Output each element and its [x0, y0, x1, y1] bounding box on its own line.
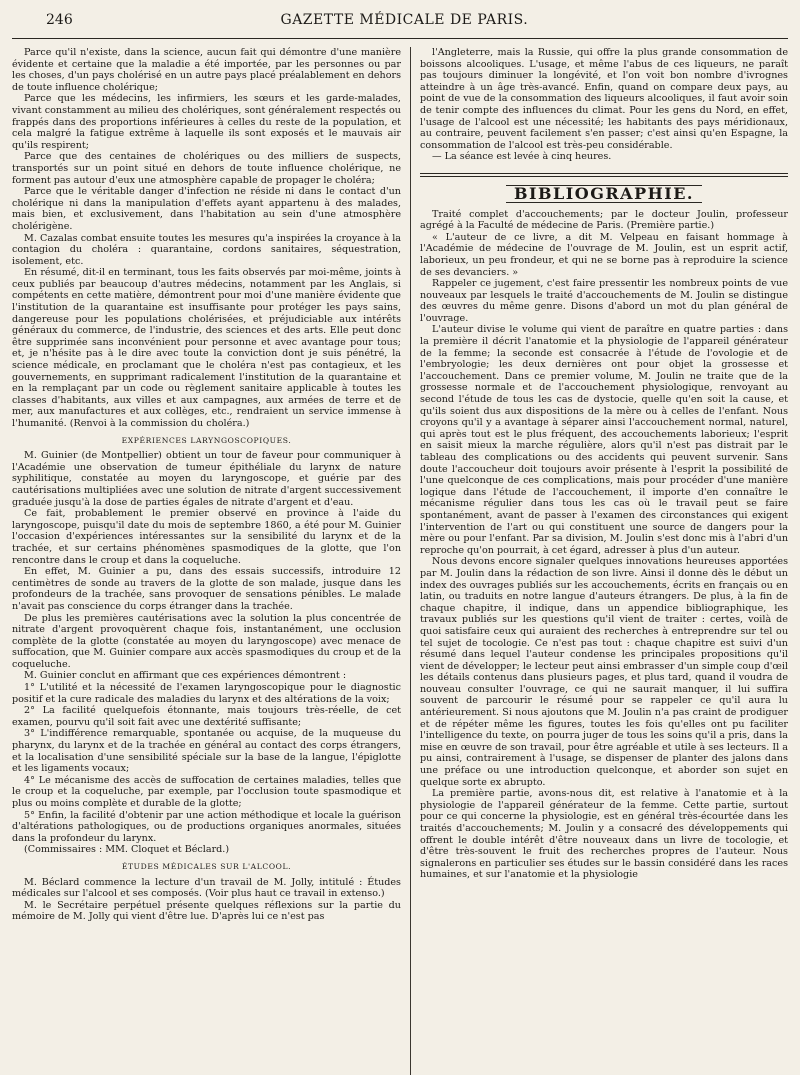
paragraph: Parce que le véritable danger d'infection ne réside ni dans le contact d'un cholérique ni dans la manipulation d'effets ayant appartenu à des malades, mais bien, et exclusivement, dans l'habitation au sein d'une atmosphère cholérigène.: [12, 186, 401, 232]
paragraph: M. Béclard commence la lecture d'un travail de M. Jolly, intitulé : Études médicales sur l'alcool et ses composés. (Voir plus haut ce travail in extenso.): [12, 876, 401, 900]
paragraph: En résumé, dit-il en terminant, tous les faits observés par moi-même, joints à ceux publiés par beaucoup d'autres médecins, notamment par les Anglais, si compétents en cette matière, démontrent pour moi d'une manière évidente que l'institution de la quarantaine est insuffisante pour protéger les pays sains, dangereuse pour les populations cholérisées, et préjudiciable aux intérêts généraux du commerce, de l'industrie, des sciences et des arts. Elle peut donc être supprimée sans inconvénient pour personne et avec avantage pour tous; et, je n'hésite pas à le dire avec toute la conviction dont je suis pénétré, la science médicale, en proclamant que le choléra n'est pas contagieux, et les gouvernements, en supprimant radicalement l'institution de la quarantaine et en la remplaçant par un code ou règlement sanitaire applicable à toutes les classes d'habitants, aux villes et aux campagnes, aux armées de terre et de mer, aux manufactures et aux collèges, etc., rendraient un service immense à l'humanité. (Renvoi à la commission du choléra.): [12, 267, 401, 429]
paragraph: 1° L'utilité et la nécessité de l'examen laryngoscopique pour le diagnostic positif et la cure radicale des maladies du larynx et des altérations de la voix;: [12, 682, 401, 705]
bibliography-heading-box: [420, 185, 788, 203]
columns: [12, 47, 788, 1075]
paragraph: « L'auteur de ce livre, a dit M. Velpeau en faisant hommage à l'Académie de médecine de l'ouvrage de M. Joulin, est un esprit actif, laborieux, un peu frondeur, et qui ne se borne pas à reproduire la science de ses devanciers. »: [420, 231, 788, 278]
paragraph: L'auteur divise le volume qui vient de paraître en quatre parties : dans la première il décrit l'anatomie et la physiologie de l'appareil générateur de la femme; la seconde est consacrée à l'étude de l'ovologie et de l'embryologie; les deux dernières ont pour objet la grossesse et l'accouchement. Dans ce premier volume, M. Joulin ne traite que de la grossesse normale et de l'accouchement physiologique, renvoyant au second l'étude de tous les cas de dystocie, quelle qu'en soit la cause, et qu'ils soient dus aux dispositions de la mère ou à celles de l'enfant. Nous croyons qu'il y a avantage à séparer ainsi l'accouchement normal, naturel, qui après tout est le plus fréquent, des accouchements laborieux; l'esprit en saisit mieux la marche régulière, alors qu'il n'est pas distrait par le tableau des complications ou des accidents qui peuvent survenir. Sans doute l'accoucheur doit toujours avoir présente à l'esprit la possibilité de l'une quelconque de ces complications, mais pour procéder d'une manière logique dans l'étude de l'accouchement, il importe d'en connaître le mécanisme régulier dans tous les cas où le travail peut se faire spontanément, avant de passer à l'examen des circonstances qui exigent l'intervention de l'art ou qui constituent une source de dangers pour la mère ou pour l'enfant. Par sa division, M. Joulin s'est donc mis à l'abri d'un reproche qu'on pourrait, à cet égard, adresser à plus d'un auteur.: [420, 324, 788, 556]
paragraph: Rappeler ce jugement, c'est faire pressentir les nombreux points de vue nouveaux par lesquels le traité d'accouchements de M. Joulin se distingue des œuvres du même genre. Disons d'abord un mot du plan général de l'ouvrage.: [420, 278, 788, 324]
section-heading-laryngoscopy: EXPÉRIENCES LARYNGOSCOPIQUES.: [121, 435, 292, 445]
journal-title: GAZETTE MÉDICALE DE PARIS.: [280, 12, 529, 28]
paragraph: Nous devons encore signaler quelques innovations heureuses apportées par M. Joulin dans la rédaction de son livre. Ainsi il donne dès le début un index des ouvrages publiés sur les accouchements, écrits en français ou en latin, ou traduits en notre langue d'auteurs étrangers. De plus, à la fin de chaque chapitre, il indique, dans un appendice bibliographique, les travaux publiés sur les questions qu'il vient de traiter : certes, voilà de quoi satisfaire ceux qui auraient des recherches à entreprendre sur tel ou tel sujet de tocologie. Ce n'est pas tout : chaque chapitre est suivi d'un résumé dans lequel l'auteur condense les principales propositions qu'il vient de développer; le lecteur peut ainsi embrasser d'un simple coup d'œil les détails contenus dans plusieurs pages, et plus tard, quand il voudra de nouveau consulter l'ouvrage, ce qui ne saurait manquer, il lui suffira souvent de parcourir le résumé pour se rappeler ce qu'il aura lu antérieurement. Si nous ajoutons que M. Joulin n'a pas craint de prodiguer et de répéter même les figures, toutes les fois qu'elles ont pu faciliter l'intelligence du texte, on pourra juger de tous les soins qu'il a pris, dans la mise en œuvre de son travail, pour être agréable et utile à ses lecteurs. Il a pu ainsi, contrairement à l'usage, se dispenser de planter des jalons dans une préface ou une introduction quelconque, et aborder son sujet en quelque sorte ex abrupto.: [420, 556, 788, 788]
section-heading-alcohol: ÉTUDES MÉDICALES SUR L'ALCOOL.: [121, 861, 292, 871]
right-column: [411, 47, 788, 1075]
paragraph: M. Guinier (de Montpellier) obtient un tour de faveur pour communiquer à l'Académie une observation de tumeur épithéliale du larynx de nature syphilitique, constatée au moyen du laryngoscope, et guérie par des cautérisations multipliées avec une solution de nitrate d'argent successivement graduée jusqu'à la dose de parties égales de nitrate d'argent et d'eau.: [12, 450, 401, 508]
paragraph: De plus les premières cautérisations avec la solution la plus concentrée de nitrate d'argent provoquèrent chaque fois, instantanément, une occlusion complète de la glotte (constatée au moyen du laryngoscope) avec menace de suffocation, que M. Guinier compare aux accès spasmodiques du croup et de la coqueluche.: [12, 612, 401, 670]
paragraph: (Commissaires : MM. Cloquet et Béclard.): [24, 844, 230, 856]
page-number: 246: [46, 12, 73, 28]
left-column: [12, 47, 411, 1075]
paragraph: l'Angleterre, mais la Russie, qui offre la plus grande consommation de boissons alcooliques. L'usage, et même l'abus de ces liqueurs, ne paraît pas toujours diminuer la longévité, et l'on voit bon nombre d'ivrognes atteindre à un âge très-avancé. Enfin, quand on compare deux pays, au point de vue de la consommation des liqueurs alcooliques, il faut avoir soin de tenir compte des influences du climat. Pour les gens du Nord, en effet, l'usage de l'alcool est une nécessité; les habitants des pays méridionaux, au contraire, peuvent facilement s'en passer; c'est ainsi qu'en Espagne, la consommation de l'alcool est très-peu considérable.: [420, 47, 788, 151]
paragraph: M. Guinier conclut en affirmant que ces expériences démontrent :: [24, 670, 347, 682]
paragraph: La première partie, avons-nous dit, est relative à l'anatomie et à la physiologie de l'appareil générateur de la femme. Cette partie, surtout pour ce qui concerne la physiologie, est en général très-écourtée dans les traités d'accouchements; M. Joulin y a consacré des développements qui offrent le double intérêt d'être nouveaux dans un livre de tocologie, et d'être très-souvent le fruit des recherches propres de l'auteur. Nous signalerons en particulier ses études sur le bassin considéré dans les races humaines, et sur l'anatomie et la physiologie: [420, 788, 788, 881]
page-header: [12, 12, 788, 39]
bibliography-heading: BIBLIOGRAPHIE.: [506, 185, 702, 203]
paragraph: 2° La facilité quelquefois étonnante, mais toujours très-réelle, de cet examen, pourvu qu'il soit fait avec une dextérité suffisante;: [12, 705, 401, 728]
paragraph: En effet, M. Guinier a pu, dans des essais successifs, introduire 12 centimètres de sonde au travers de la glotte de son malade, jusque dans les profondeurs de la trachée, sans provoquer de sensations pénibles. Le malade n'avait pas conscience du corps étranger dans la trachée.: [12, 566, 401, 612]
paragraph: 5° Enfin, la facilité d'obtenir par une action méthodique et locale la guérison d'altérations pathologiques, ou de productions organiques anormales, situées dans la profondeur du larynx.: [12, 809, 401, 844]
paragraph: Parce que les médecins, les infirmiers, les sœurs et les garde-malades, vivant constamment au milieu des cholériques, sont généralement respectés ou frappés dans des proportions inférieures à celles du reste de la population, et cela malgré la fatigue extrême à laquelle ils sont exposés et le mauvais air qu'ils respirent;: [12, 93, 401, 151]
paragraph: — La séance est levée à cinq heures.: [432, 151, 612, 163]
paragraph: M. le Secrétaire perpétuel présente quelques réflexions sur la partie du mémoire de M. Jolly qui vient d'être lue. D'après lui ce n'est pas: [12, 899, 401, 923]
paragraph: 3° L'indifférence remarquable, spontanée ou acquise, de la muqueuse du pharynx, du larynx et de la trachée en général au contact des corps étrangers, et la localisation d'une sensibilité spéciale sur la base de la langue, l'épiglotte et les ligaments vocaux;: [12, 728, 401, 775]
section-divider: [420, 173, 788, 177]
paragraph: M. Cazalas combat ensuite toutes les mesures qu'a inspirées la croyance à la contagion du choléra : quarantaine, cordons sanitaires, séquestration, isolement, etc.: [12, 232, 401, 267]
paragraph: Ce fait, probablement le premier observé en province à l'aide du laryngoscope, puisqu'il date du mois de septembre 1860, a été pour M. Guinier l'occasion d'expériences intéressantes sur la sensibilité du larynx et de la trachée, et sur certains phénomènes spasmodiques de la glotte, que l'on rencontre dans le croup et dans la coqueluche.: [12, 508, 401, 566]
paragraph: 4° Le mécanisme des accès de suffocation de certaines maladies, telles que le croup et la coqueluche, par exemple, par l'occlusion toute spasmodique et plus ou moins complète et durable de la glotte;: [12, 774, 401, 809]
paragraph: Parce qu'il n'existe, dans la science, aucun fait qui démontre d'une manière évidente et certaine que la maladie a été importée, par les personnes ou par les choses, d'un pays cholérisé en un autre pays placé préalablement en dehors de toute influence cholérique;: [12, 47, 401, 93]
paragraph: Parce que des centaines de cholériques ou des milliers de suspects, transportés sur un point situé en dehors de toute influence cholérique, ne forment pas autour d'eux une atmosphère capable de propager le choléra;: [12, 151, 401, 186]
book-title: Traité complet d'accouchements; par le docteur Joulin, professeur agrégé à la Faculté de médecine de Paris. (Première partie.): [420, 208, 788, 232]
